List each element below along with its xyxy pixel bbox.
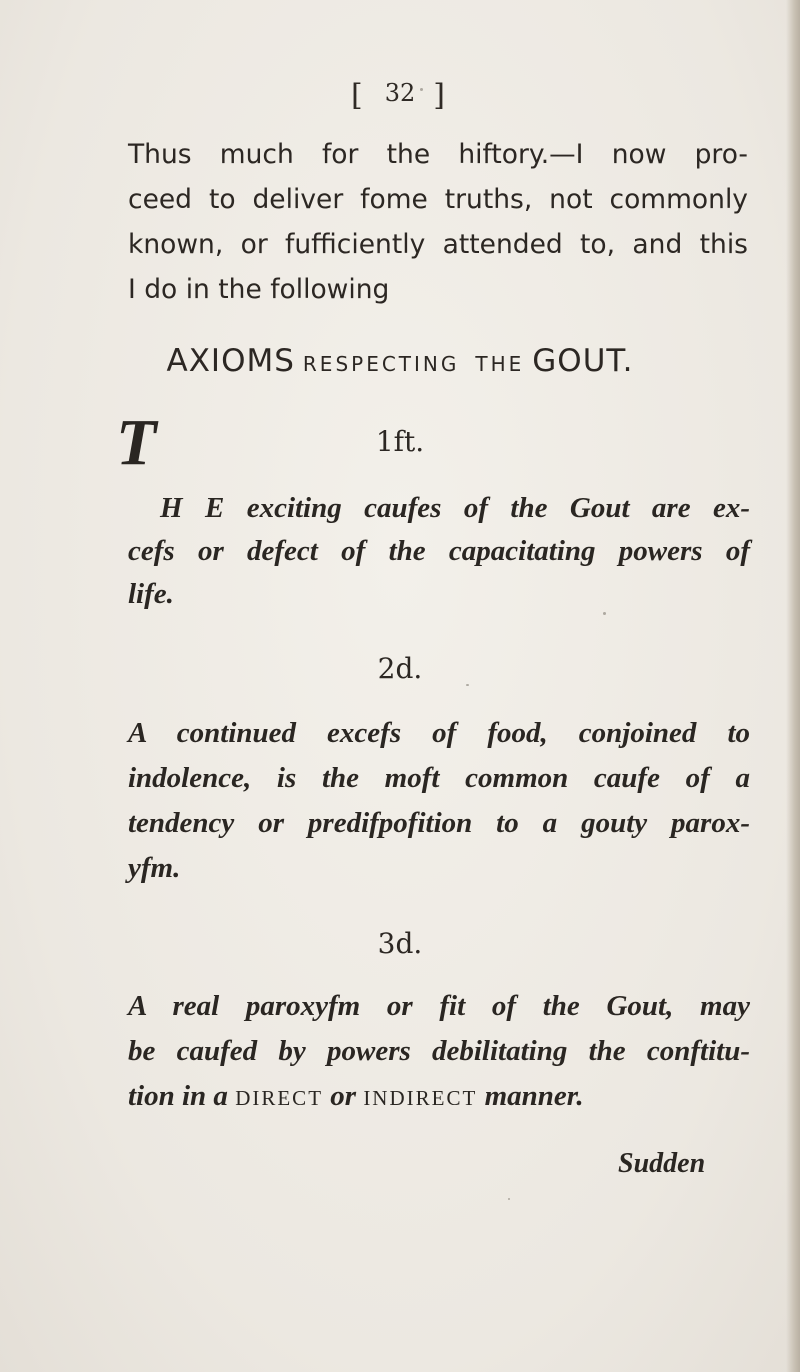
axiom-1-line-2: cefs or defect of the capacitating powers of — [128, 535, 750, 567]
intro-line-1: Thus much for the hiftory.—I now pro- — [128, 139, 748, 170]
folio-bracket-open: [ — [351, 78, 367, 113]
folio-number: 32 — [384, 79, 416, 107]
axiom-2-ordinal: 2d. — [377, 652, 423, 685]
folio-bracket-close: ] — [433, 78, 449, 113]
axiom-3-direct: DIRECT — [235, 1086, 324, 1110]
paper-speck — [508, 1198, 510, 1200]
paper-speck — [420, 88, 423, 91]
axiom-3-text-after: manner. — [484, 1080, 584, 1112]
axiom-3-line-2: be caufed by powers debilitating the conftitu- — [128, 1035, 750, 1067]
heading-the: THE — [475, 352, 525, 376]
axiom-1-line-3: life. — [128, 578, 174, 610]
intro-line-3: known, or fufficiently attended to, and this — [128, 229, 748, 260]
paper-speck — [466, 684, 469, 686]
catchword: Sudden — [618, 1148, 706, 1179]
axiom-2-line-3: tendency or predifpofition to a gouty parox- — [128, 807, 750, 839]
axiom-3-line-3 — [128, 1075, 750, 1119]
axiom-1-dropcap: T — [116, 406, 157, 479]
heading-gout: GOUT. — [532, 343, 634, 379]
axiom-1-line-1: H E exciting caufes of the Gout are ex- — [160, 492, 750, 524]
axiom-3-ordinal: 3d. — [377, 927, 423, 960]
intro-line-2: ceed to deliver fome truths, not commonly — [128, 184, 748, 215]
axiom-3-line-1: A real paroxyfm or fit of the Gout, may — [128, 990, 750, 1022]
heading-respecting: RESPECTING — [302, 352, 460, 376]
axiom-3-or: or — [330, 1080, 357, 1112]
axiom-3-indirect: INDIRECT — [363, 1086, 478, 1110]
axiom-2-line-2: indolence, is the moft common caufe of a — [128, 762, 750, 794]
axiom-1-ordinal: 1ft. — [375, 425, 425, 458]
paper-speck — [603, 612, 606, 615]
intro-line-4: I do in the following — [128, 274, 390, 305]
page-edge-shadow — [786, 0, 800, 1372]
page-number — [0, 78, 800, 113]
axiom-2-line-1: A continued excefs of food, conjoined to — [128, 717, 750, 749]
axiom-3-text-before: tion in a — [128, 1080, 228, 1112]
heading-axioms: AXIOMS — [166, 343, 295, 379]
section-heading — [0, 343, 800, 379]
axiom-2-line-4: yfm. — [128, 852, 181, 884]
